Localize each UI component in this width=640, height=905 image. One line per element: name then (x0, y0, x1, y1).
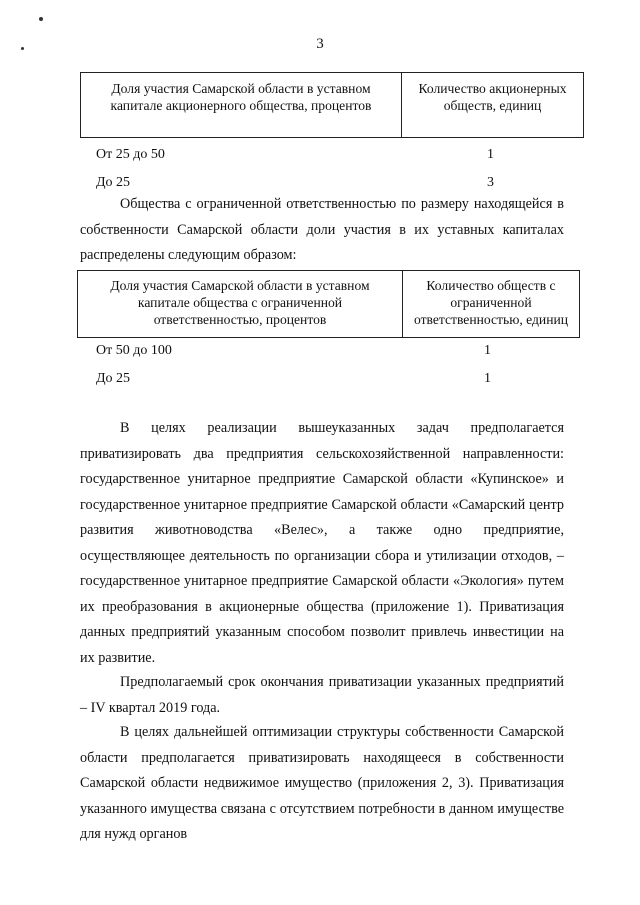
table1-row-2-count: 3 (487, 175, 494, 190)
paragraph-property: В целях дальнейшей оптимизации структуры собственности Самарской области предполагается приватизировать находящееся в собственности Самарской области недвижимое имущество (приложения 2, 3). Приватизация указанного имущества связана с отсутствием потребности в данном имуществе для нужд органов (80, 724, 564, 842)
table-header-count: Количество обществ с ограниченной ответственностью, единиц (403, 271, 580, 338)
table-header-share: Доля участия Самарской области в уставном капитале общества с ограниченной ответственностью, процентов (78, 271, 403, 338)
table-header-share: Доля участия Самарской области в уставном капитале акционерного общества, процентов (81, 73, 402, 138)
paragraph-llc-intro: Общества с ограниченной ответственностью по размеру находящейся в собственности Самарской области доли участия в их уставных капиталах распределены следующим образом: (80, 196, 564, 263)
table-header-row (78, 271, 580, 338)
table2-row-2-range: До 25 (96, 371, 131, 386)
table2-row-1-count: 1 (484, 343, 491, 358)
table2-row-1-range: От 50 до 100 (96, 343, 172, 358)
paragraph-deadline: Предполагаемый срок окончания приватизации указанных предприятий – IV квартал 2019 года. (80, 674, 564, 716)
paragraph-privatization: В целях реализации вышеуказанных задач предполагается приватизировать два предприятия сельскохозяйственной направленности: государственное унитарное предприятие Самарской области «Купинское» и государственное унитарное предприятие Самарской области «Самарский центр развития животноводства «Велес», а также одно предприятие, осуществляющее деятельность по организации сбора и утилизации отходов, – государственное унитарное предприятие Самарской области «Экология» путем их преобразования в акционерные общества (приложение 1). Приватизация данных предприятий указанным способом позволит привлечь инвестиции на их развитие. (80, 420, 564, 666)
table-header-row (81, 73, 584, 138)
table1-row-1-range: От 25 до 50 (96, 147, 165, 162)
page-number: 3 (316, 36, 324, 52)
scan-speck (39, 17, 43, 21)
table-header-count: Количество акционерных обществ, единиц (402, 73, 584, 138)
table1-row-2-range: До 25 (96, 175, 131, 190)
shareholding-table-llc (77, 270, 580, 338)
table1-row-1-count: 1 (487, 147, 494, 162)
shareholding-table-joint-stock (80, 72, 584, 138)
table2-row-2-count: 1 (484, 371, 491, 386)
